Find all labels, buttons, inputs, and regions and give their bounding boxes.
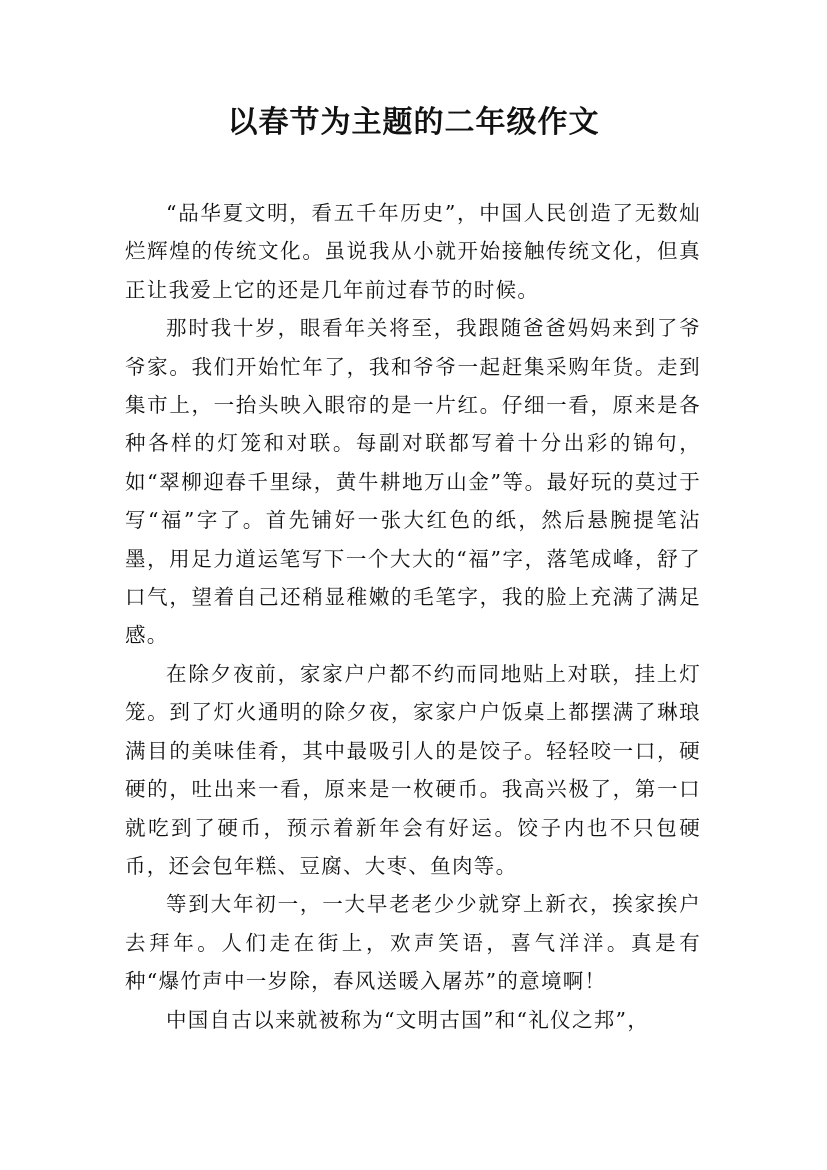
document-title: 以春节为主题的二年级作文	[227, 105, 600, 140]
paragraph-1: “品华夏文明，看五千年历史”，中国人民创造了无数灿烂辉煌的传统文化。虽说我从小就开始接触传统文化，但真正让我爱上它的还是几年前过春节的时候。	[125, 201, 701, 302]
paragraph-4: 等到大年初一，一大早老老少少就穿上新衣，挨家挨户去拜年。人们走在街上，欢声笑语，喜气洋洋。真是有种“爆竹声中一岁除，春风送暖入屠苏”的意境啊！	[125, 892, 701, 994]
paragraph-5: 中国自古以来就被称为“文明古国”和“礼仪之邦”，	[166, 1007, 650, 1032]
paragraph-2: 那时我十岁，眼看年关将至，我跟随爸爸妈妈来到了爷爷家。我们开始忙年了，我和爷爷一起赶集采购年货。走到集市上，一抬头映入眼帘的是一片红。仔细一看，原来是各种各样的灯笼和对联。每副对联都写着十分出彩的锦句，如“翠柳迎春千里绿，黄牛耕地万山金”等。最好玩的莫过于写“福”字了。首先铺好一张大红色的纸，然后悬腕提笔沾墨，用足力道运笔写下一个大大的“福”字，落笔成峰，舒了口气，望着自己还稍显稚嫩的毛笔字，我的脸上充满了满足感。	[125, 316, 701, 648]
paragraph-3: 在除夕夜前，家家户户都不约而同地贴上对联，挂上灯笼。到了灯火通明的除夕夜，家家户户饭桌上都摆满了琳琅满目的美味佳肴，其中最吸引人的是饺子。轻轻咬一口，硬硬的，吐出来一看，原来是一枚硬币。我高兴极了，第一口就吃到了硬币，预示着新年会有好运。饺子内也不只包硬币，还会包年糕、豆腐、大枣、鱼肉等。	[125, 661, 701, 878]
document-body	[125, 194, 701, 1039]
